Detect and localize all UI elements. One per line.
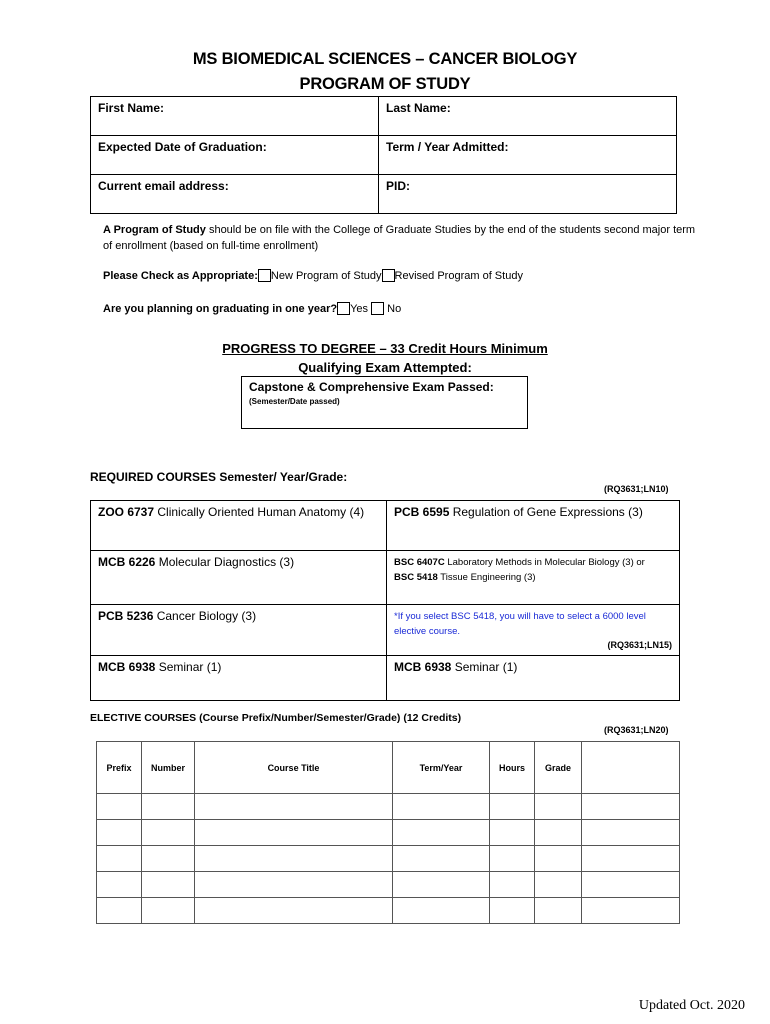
course-title: Cancer Biology (3): [153, 609, 257, 623]
course-title: Tissue Engineering (3): [437, 572, 536, 583]
required-course-cell: [91, 501, 387, 551]
table-cell[interactable]: [195, 872, 393, 898]
yes-checkbox[interactable]: [337, 302, 350, 315]
first-name-label: First Name:: [98, 101, 165, 115]
capstone-note: (Semester/Date passed): [249, 397, 340, 406]
last-name-field[interactable]: [379, 97, 677, 136]
table-cell[interactable]: [97, 794, 142, 820]
course-title: Molecular Diagnostics (3): [155, 555, 295, 569]
table-cell[interactable]: [582, 872, 680, 898]
course-code: BSC 5418: [394, 572, 438, 583]
notice-text: should be on file with the College of Graduate Studies by the end of the students second major term of enrollment (based on full-time enrollment): [103, 224, 696, 252]
grad-date-field[interactable]: [91, 136, 379, 175]
table-cell[interactable]: [97, 820, 142, 846]
pid-label: PID:: [386, 179, 410, 193]
table-cell[interactable]: [195, 820, 393, 846]
course-code: PCB 6595: [394, 505, 450, 519]
table-cell[interactable]: [490, 872, 535, 898]
course-code: MCB 6938: [394, 660, 452, 674]
col-grade: Grade: [535, 742, 582, 794]
last-name-label: Last Name:: [386, 101, 451, 115]
table-cell[interactable]: [490, 846, 535, 872]
table-row: [91, 551, 680, 605]
table-row: [97, 794, 680, 820]
col-term-year: Term/Year: [393, 742, 490, 794]
table-cell[interactable]: [97, 898, 142, 924]
table-cell[interactable]: [142, 872, 195, 898]
term-admitted-label: Term / Year Admitted:: [386, 140, 509, 154]
updated-date: Updated Oct. 2020: [638, 998, 745, 1013]
one-year-row: [103, 302, 401, 315]
table-cell[interactable]: [142, 846, 195, 872]
course-title: Seminar (1): [451, 660, 518, 674]
table-row: [91, 501, 680, 551]
table-cell[interactable]: [582, 820, 680, 846]
table-cell[interactable]: [535, 794, 582, 820]
bsc5418-note: *If you select BSC 5418, you will have to select a 6000 level elective course.: [394, 611, 646, 637]
course-code: PCB 5236: [98, 609, 154, 623]
col-blank: [582, 742, 680, 794]
required-course-cell: [91, 551, 387, 605]
table-cell[interactable]: [142, 794, 195, 820]
new-program-label: New Program of Study: [270, 270, 382, 282]
col-prefix: Prefix: [97, 742, 142, 794]
table-cell[interactable]: [142, 820, 195, 846]
elective-courses-table: [96, 741, 680, 924]
col-number: Number: [142, 742, 195, 794]
course-title: Regulation of Gene Expressions (3): [449, 505, 643, 519]
table-cell[interactable]: [490, 820, 535, 846]
table-cell[interactable]: [535, 872, 582, 898]
student-info-table: [90, 96, 677, 214]
course-title: Seminar (1): [155, 660, 222, 674]
table-cell[interactable]: [142, 898, 195, 924]
required-course-cell: [387, 551, 680, 605]
required-course-cell: [387, 501, 680, 551]
one-year-label: Are you planning on graduating in one year?: [103, 303, 338, 315]
table-row: [91, 605, 680, 656]
course-title: Clinically Oriented Human Anatomy (4): [154, 505, 365, 519]
table-cell[interactable]: [195, 794, 393, 820]
email-field[interactable]: [91, 175, 379, 214]
required-courses-table: [90, 500, 680, 701]
course-title: Laboratory Methods in Molecular Biology (3) or: [444, 557, 645, 568]
term-admitted-field[interactable]: [379, 136, 677, 175]
first-name-field[interactable]: [91, 97, 379, 136]
revised-program-checkbox[interactable]: [382, 269, 395, 282]
course-code: MCB 6226: [98, 555, 156, 569]
table-cell[interactable]: [393, 820, 490, 846]
course-code: BSC 6407C: [394, 557, 445, 568]
check-appropriate-label: Please Check as Appropriate:: [103, 270, 258, 282]
table-cell[interactable]: [535, 846, 582, 872]
table-cell[interactable]: [535, 898, 582, 924]
table-cell[interactable]: [582, 898, 680, 924]
table-cell[interactable]: [393, 794, 490, 820]
email-label: Current email address:: [98, 179, 229, 193]
grad-date-label: Expected Date of Graduation:: [98, 140, 267, 154]
table-cell[interactable]: [582, 846, 680, 872]
yes-label: Yes: [350, 303, 369, 315]
notice-bold: A Program of Study: [103, 224, 206, 236]
required-course-cell: [91, 656, 387, 701]
table-cell[interactable]: [490, 794, 535, 820]
required-course-cell: [387, 605, 680, 656]
page-title: MS BIOMEDICAL SCIENCES – CANCER BIOLOGY: [192, 50, 578, 68]
required-ref-2: (RQ3631;LN15): [607, 640, 672, 650]
table-cell[interactable]: [393, 898, 490, 924]
required-ref-1: (RQ3631;LN10): [604, 484, 669, 494]
table-row: [97, 872, 680, 898]
required-course-cell: [387, 656, 680, 701]
table-cell[interactable]: [393, 872, 490, 898]
page-subtitle: PROGRAM OF STUDY: [299, 75, 471, 93]
no-checkbox[interactable]: [371, 302, 384, 315]
program-notice: [103, 222, 703, 254]
table-cell[interactable]: [490, 898, 535, 924]
required-heading: REQUIRED COURSES Semester/ Year/Grade:: [90, 470, 348, 484]
pid-field[interactable]: [379, 175, 677, 214]
new-program-checkbox[interactable]: [258, 269, 271, 282]
table-cell[interactable]: [535, 820, 582, 846]
course-code: MCB 6938: [98, 660, 156, 674]
required-course-cell: [91, 605, 387, 656]
capstone-exam-box[interactable]: [241, 376, 528, 429]
no-label: No: [387, 303, 402, 315]
elective-heading: ELECTIVE COURSES (Course Prefix/Number/Semester/Grade) (12 Credits): [90, 712, 462, 724]
table-row: [97, 846, 680, 872]
course-code: ZOO 6737: [98, 505, 155, 519]
table-row: [97, 898, 680, 924]
table-cell[interactable]: [97, 872, 142, 898]
progress-heading: PROGRESS TO DEGREE – 33 Credit Hours Minimum: [222, 341, 548, 356]
table-header-row: [97, 742, 680, 794]
table-row: [91, 656, 680, 701]
elective-ref: (RQ3631;LN20): [604, 725, 669, 735]
check-appropriate-row: [103, 269, 523, 282]
col-course-title: Course Title: [195, 742, 393, 794]
table-cell[interactable]: [195, 846, 393, 872]
table-cell[interactable]: [97, 846, 142, 872]
table-row: [97, 820, 680, 846]
col-hours: Hours: [490, 742, 535, 794]
table-cell[interactable]: [195, 898, 393, 924]
revised-program-label: Revised Program of Study: [394, 270, 523, 282]
table-cell[interactable]: [393, 846, 490, 872]
capstone-label: Capstone & Comprehensive Exam Passed:: [249, 380, 494, 394]
table-cell[interactable]: [582, 794, 680, 820]
qualifying-exam-label: Qualifying Exam Attempted:: [298, 360, 472, 375]
